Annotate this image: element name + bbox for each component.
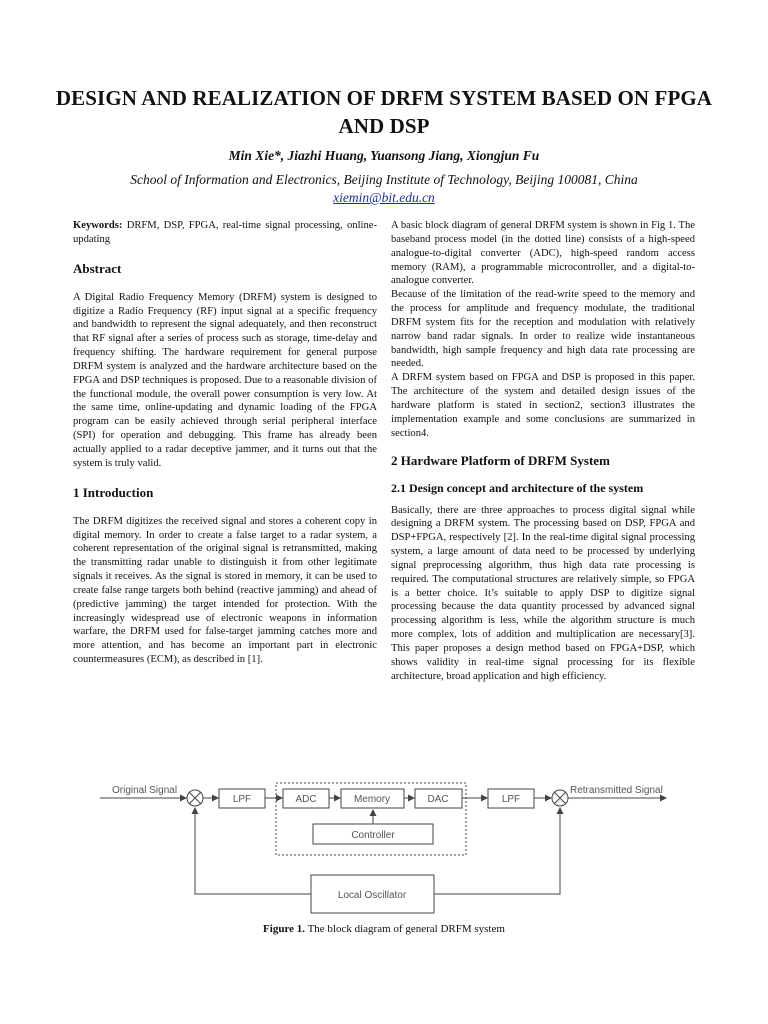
lpf2-label: LPF (501, 794, 521, 805)
left-column (73, 219, 377, 667)
keywords-text: DRFM, DSP, FPGA, real-time signal processing, online-updating (73, 220, 377, 245)
oscillator-label: Local Oscillator (337, 890, 407, 901)
memory-label: Memory (353, 794, 391, 805)
lpf1-label: LPF (232, 794, 252, 805)
email-link[interactable]: xiemin@bit.edu.cn (333, 190, 435, 205)
adc-label: ADC (295, 794, 317, 805)
keywords-label: Keywords: (73, 220, 123, 231)
caption-label: Figure 1. (263, 923, 306, 935)
paragraph-proposal: A DRFM system based on FPGA and DSP is proposed in this paper. The architecture of the system and detailed design issues of the hardware platform is stated in section2, section3 illustrates the implementation example and some conclusions are summarized in section4. (391, 372, 695, 439)
paragraph-limitation: Because of the limitation of the read-write speed to the memory and the process for amplitude and frequency modulate, the traditional DRFM system fits for the reception and modulation with relatively narrow band radar signals. In order to realize wide instantaneous bandwidth, high sample frequency and high data rate processing are needed. (391, 289, 695, 370)
affiliation: School of Information and Electronics, Beijing Institute of Technology, Beijing 100081, China (130, 172, 638, 187)
section21-heading: 2.1 Design concept and architecture of the system (391, 480, 644, 495)
drfm-block-diagram (100, 778, 668, 918)
input-signal-label: Original Signal (112, 785, 178, 796)
output-signal-label: Retransmitted Signal (570, 785, 663, 796)
paragraph-approaches: Basically, there are three approaches to process digital signal while designing a DRFM system. The processing based on DSP, FPGA and DSP+FPGA, respectively [2]. In the real-time digital signal processing system, a large amount of data need to be processed by underlying signal preprocessing algorithm, thus high data rate processing is required. The computational structures are relatively simple, so FPGA is a better choice. It’s suitable to apply DSP to digitize signal processing because the data quantity processed by advanced signal processing algorithm is less, while the algorithm structure is much more complex, lots of addition and multiplication are necessary[3]. This paper proposes a design method based on FPGA+DSP, which shows validity in real-time signal processing for its flexible architecture, broad application and high efficiency. (391, 504, 695, 682)
caption-text: The block diagram of general DRFM system (307, 923, 505, 935)
abstract-heading: Abstract (73, 260, 122, 276)
controller-label: Controller (351, 830, 395, 841)
figure-caption (40, 923, 728, 935)
paper-title: DESIGN AND REALIZATION OF DRFM SYSTEM BASED ON FPGA AND DSP (55, 86, 713, 138)
introduction-heading: 1 Introduction (73, 484, 154, 500)
dac-label: DAC (427, 794, 449, 805)
right-column (391, 219, 695, 683)
keywords-paragraph (73, 219, 377, 247)
email-line (40, 190, 728, 206)
abstract-text: A Digital Radio Frequency Memory (DRFM) system is designed to digitize a Radio Frequency (RF) input signal at a specific frequency and bandwidth to represent the signal adequately, and then reconstruct that RF signal after a series of process such as storage, time-delay and frequency shifting. The hardware requirement for general purpose DRFM system is analyzed and the hardware architecture based on the FPGA and DSP techniques is proposed. Due to a reasonable division of the functional module, the overall power consumption is very low. At the same time, online-updating and dynamic loading of the FPGA program can be easily achieved through serial peripheral interface (SPI) for operation and debugging. This frame has already been actually applied to a radar deceptive jammer, and it turns out that the system is truly valid. (73, 291, 377, 469)
author-list: Min Xie*, Jiazhi Huang, Yuansong Jiang, Xiongjun Fu (228, 148, 540, 163)
paragraph-block-diagram: A basic block diagram of general DRFM system is shown in Fig 1. The baseband process model (in the dotted line) consists of a high-speed analogue-to-digital converter (ADC), high-speed random access memory (RAM), a programmable microcontroller, and a digital-to-analogue converter. (391, 220, 695, 287)
section2-heading: 2 Hardware Platform of DRFM System (391, 452, 610, 468)
introduction-text: The DRFM digitizes the received signal and stores a coherent copy in digital memory. In order to create a false target to a radar system, a coherent representation of the original signal is retransmitted, making the transmitting radar unable to distinguish it from other legitimate signals it receives. As the signal is stored in memory, it can be used to create false range targets both behind (reactive jamming) and ahead of (predictive jamming) the target intended for protection. With the increasingly widespread use of electronic weapons in information warfare, the DRFM used for false-target jamming catches more and more attention, and has become an important part in electronic countermeasures (ECM), as described in [1]. (73, 515, 377, 666)
